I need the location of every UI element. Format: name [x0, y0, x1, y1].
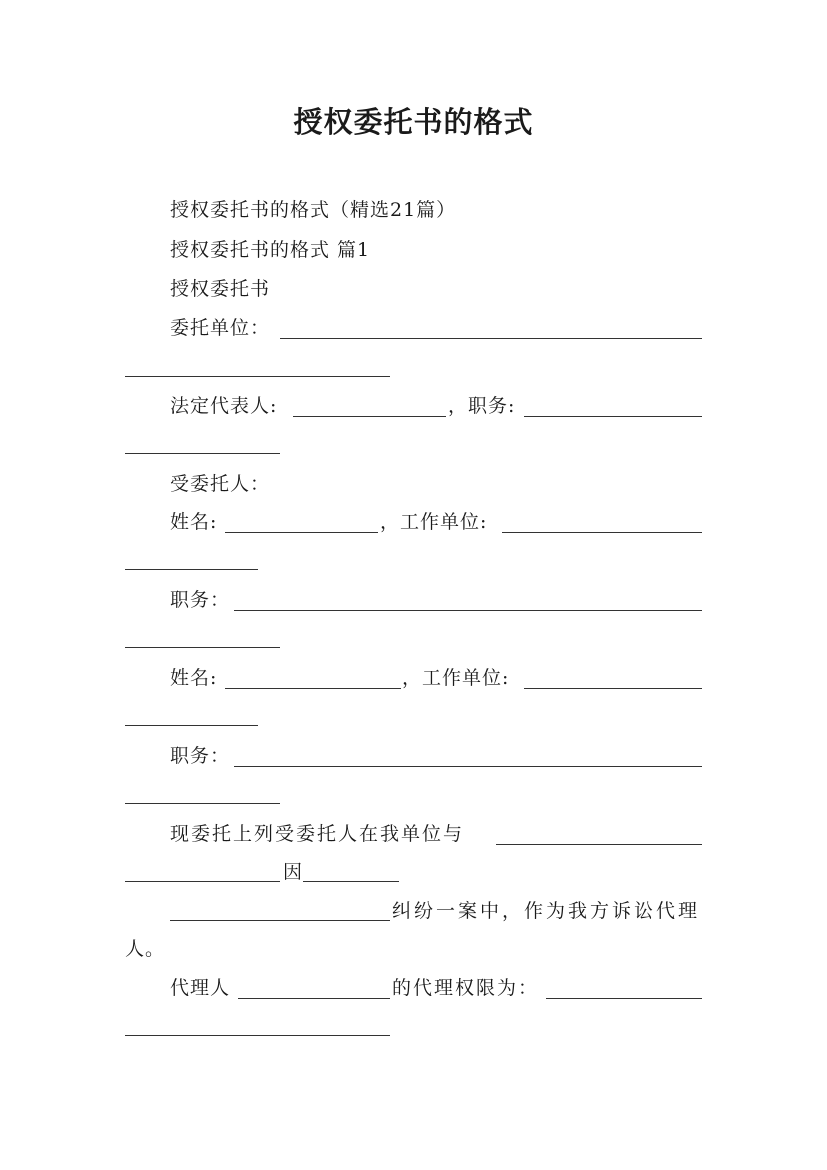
agent-blank — [238, 998, 390, 999]
legal-rep-blank — [293, 416, 446, 417]
cause-blank — [303, 881, 399, 882]
legal-rep-label: 法定代表人: — [170, 395, 278, 417]
dispute-blank — [170, 920, 390, 921]
agent-label: 代理人 — [170, 977, 231, 999]
legal-rep-position-blank — [524, 416, 702, 417]
position1-label: 职务： — [170, 589, 231, 611]
position2-label: 职务： — [170, 745, 231, 767]
dispute-text: 纠纷一案中，作为我方诉讼代理 — [392, 900, 701, 922]
workunit1-blank — [502, 532, 702, 533]
entrusting-unit-blank-cont — [125, 376, 390, 377]
legal-rep-position-blank-cont — [125, 453, 280, 454]
name1-label: 姓名: — [170, 511, 218, 533]
legal-rep-position-label: ，职务: — [448, 395, 516, 417]
name1-blank — [225, 532, 378, 533]
agent-scope-blank-cont — [125, 1035, 390, 1036]
agent-scope-blank — [546, 998, 702, 999]
trustee-heading: 受委托人： — [170, 473, 271, 495]
cause-label: 因 — [283, 861, 304, 883]
form-heading: 授权委托书 — [170, 278, 271, 300]
name2-label: 姓名: — [170, 667, 218, 689]
person-text: 人。 — [125, 938, 166, 960]
entrusting-unit-blank — [280, 338, 702, 339]
position2-blank — [234, 766, 702, 767]
document-subtitle: 授权委托书的格式（精选21篇） — [170, 199, 457, 221]
section-heading: 授权委托书的格式 篇1 — [170, 239, 371, 261]
delegate-text: 现委托上列受委托人在我单位与 — [170, 823, 465, 845]
workunit2-blank — [524, 688, 702, 689]
opponent-blank — [496, 844, 702, 845]
workunit1-label: ，工作单位: — [380, 511, 488, 533]
name2-blank — [225, 688, 401, 689]
workunit2-label: ，工作单位: — [402, 667, 510, 689]
page-title: 授权委托书的格式 — [293, 105, 534, 139]
position2-blank-cont — [125, 803, 280, 804]
position1-blank — [234, 610, 702, 611]
agent-scope-label: 的代理权限为： — [392, 977, 540, 999]
position1-blank-cont — [125, 647, 280, 648]
entrusting-unit-label: 委托单位： — [170, 317, 271, 339]
workunit2-blank-cont — [125, 725, 258, 726]
opponent-blank-cont — [125, 881, 280, 882]
workunit1-blank-cont — [125, 569, 258, 570]
